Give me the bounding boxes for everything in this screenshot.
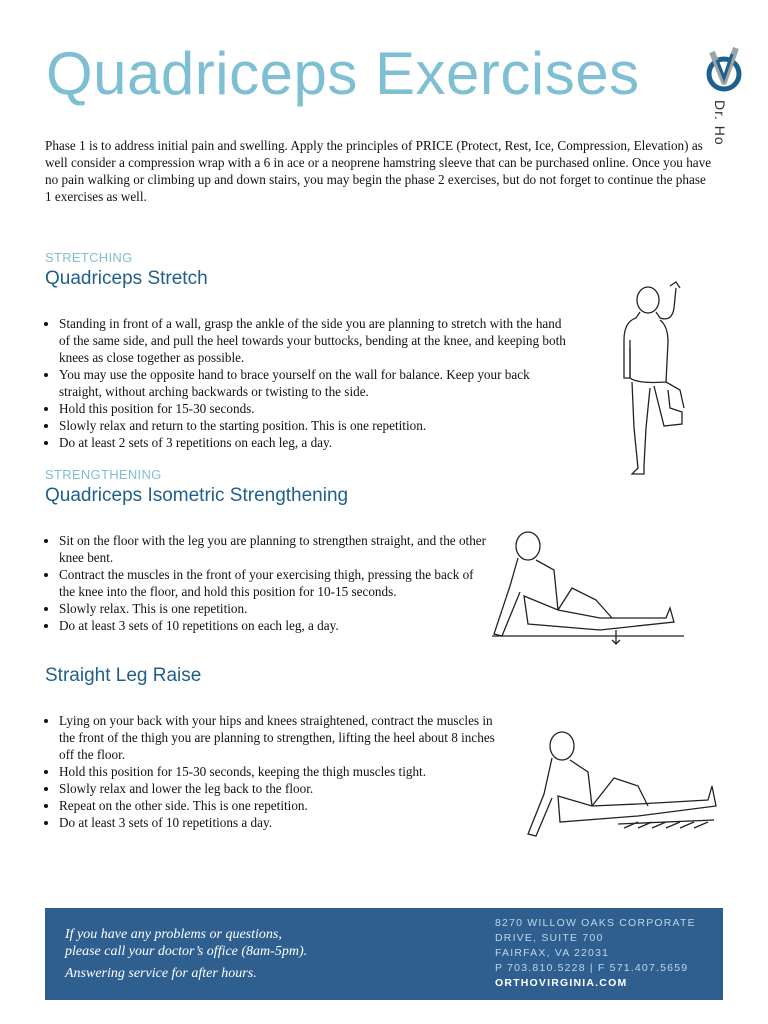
list-item: • Slowly relax. This is one repetition. xyxy=(59,600,489,617)
section-kicker-stretching: STRETCHING xyxy=(45,250,133,265)
section-heading-quadriceps-stretch: Quadriceps Stretch xyxy=(45,268,208,289)
list-item: • Contract the muscles in the front of your exercising thigh, pressing the back of the knee into the floor, and hold this position for 10-15 seconds. xyxy=(59,566,489,600)
list-item: • Lying on your back with your hips and knees straightened, contract the muscles in the front of the thigh you are planning to strengthen, lifting the heel about 8 inches off the floor. xyxy=(59,712,509,763)
section-heading-straight-leg-raise: Straight Leg Raise xyxy=(45,665,202,686)
straight-leg-raise-illustration xyxy=(518,724,718,842)
address-line: DRIVE, SUITE 700 xyxy=(495,932,604,944)
orthovirginia-logo-icon xyxy=(704,46,744,94)
list-item: • Hold this position for 15-30 seconds. xyxy=(59,400,569,417)
section-kicker-strengthening: STRENGTHENING xyxy=(45,467,162,482)
list-item: • Do at least 3 sets of 10 repetitions on each leg, a day. xyxy=(59,617,489,634)
footer-line: If you have any problems or questions, xyxy=(65,927,282,942)
list-item: • Sit on the floor with the leg you are planning to strengthen straight, and the other knee bent. xyxy=(59,532,489,566)
section-heading-isometric-strengthening: Quadriceps Isometric Strengthening xyxy=(45,485,349,506)
standing-quad-stretch-illustration xyxy=(588,278,718,480)
list-item: • Standing in front of a wall, grasp the ankle of the side you are planning to stretch with the hand of the same side, and pull the heel towards your buttocks, bending at the knee, and keeping both knees as close together as possible. xyxy=(59,315,569,366)
intro-paragraph: Phase 1 is to address initial pain and swelling. Apply the principles of PRICE (Protect, Rest, Ice, Compression, Elevation) as well consider a compression wrap with a 6 in ace or a neoprene hamstring sleeve that can be purchased online. Once you have no pain walking or climbing up and down stairs, you may begin the phase 2 exercises, but do not forget to continue the phase 1 exercises as well. xyxy=(45,138,712,204)
footer-line: please call your doctor’s office (8am-5pm). xyxy=(65,944,308,959)
page-title: Quadriceps Exercises xyxy=(46,40,640,107)
footer-address-block xyxy=(495,916,715,991)
list-item: • Hold this position for 15-30 seconds, keeping the thigh muscles tight. xyxy=(59,763,509,780)
seated-isometric-illustration xyxy=(488,526,688,654)
list-item: • Do at least 2 sets of 3 repetitions on each leg, a day. xyxy=(59,434,569,451)
website-link[interactable]: ORTHOVIRGINIA.COM xyxy=(495,977,628,989)
list-item: • You may use the opposite hand to brace yourself on the wall for balance. Keep your back straight, without arching backwards or twisting to the side. xyxy=(59,366,569,400)
leg-raise-instructions-list xyxy=(45,712,509,831)
stretch-instructions-list xyxy=(45,315,569,451)
list-item: • Do at least 3 sets of 10 repetitions a day. xyxy=(59,814,509,831)
address-line: FAIRFAX, VA 22031 xyxy=(495,947,610,959)
footer-line: Answering service for after hours. xyxy=(65,966,257,981)
isometric-instructions-list xyxy=(45,532,489,634)
footer-banner xyxy=(45,908,723,1000)
footer-contact-note xyxy=(65,926,465,982)
list-item: • Slowly relax and return to the starting position. This is one repetition. xyxy=(59,417,569,434)
list-item: • Slowly relax and lower the leg back to the floor. xyxy=(59,780,509,797)
address-line: 8270 WILLOW OAKS CORPORATE xyxy=(495,917,696,929)
doctor-name: Dr. Ho xyxy=(712,100,728,146)
list-item: • Repeat on the other side. This is one repetition. xyxy=(59,797,509,814)
phone-fax: P 703.810.5228 | F 571.407.5659 xyxy=(495,962,689,974)
